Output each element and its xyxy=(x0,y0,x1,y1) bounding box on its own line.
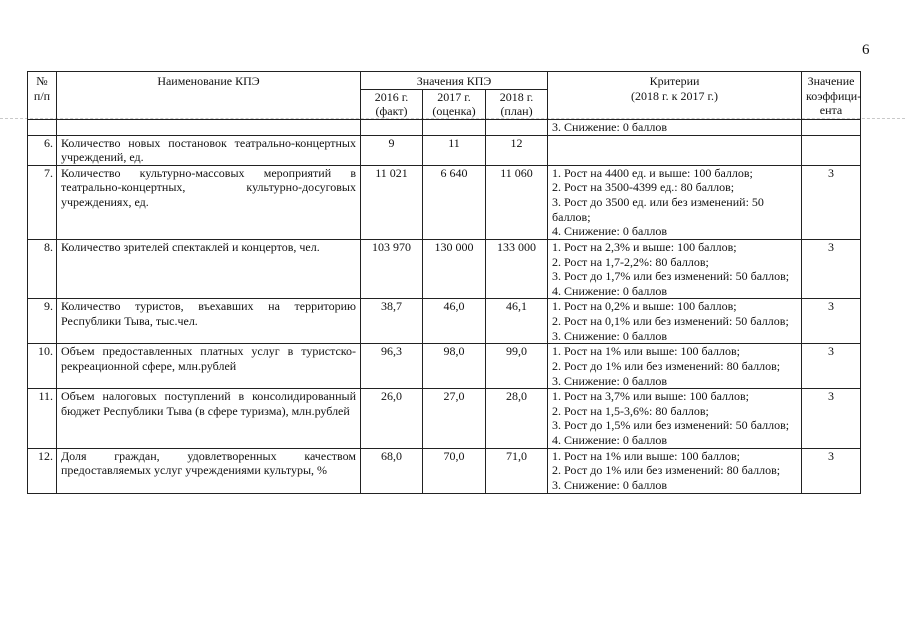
header-coef-line3: ента xyxy=(819,103,843,118)
value-2016: 9 xyxy=(361,135,423,165)
header-year-2018 xyxy=(486,89,548,119)
kpi-table xyxy=(27,71,861,494)
row-number: 6. xyxy=(28,135,57,165)
header-year-2017-note: (оценка) xyxy=(432,104,476,119)
kpi-name: Объем налоговых поступлений в консолидированный бюджет Республики Тыва (в сфере туризма), млн.рублей xyxy=(57,389,361,449)
criteria-cell xyxy=(548,239,802,299)
row-number: 10. xyxy=(28,344,57,389)
criteria-line: 2. Рост на 1,5-3,6%: 80 баллов; xyxy=(552,403,709,418)
criteria-line: 3. Рост до 1,7% или без изменений: 50 баллов; xyxy=(552,269,790,284)
criteria-line: 4. Снижение: 0 баллов xyxy=(552,433,668,447)
criteria-line: 4. Снижение: 0 баллов xyxy=(552,224,668,239)
value-2018: 12 xyxy=(486,135,548,165)
value-2016: 11 021 xyxy=(361,165,423,239)
value-2018: 133 000 xyxy=(486,239,548,299)
value-2017: 27,0 xyxy=(423,389,486,449)
coefficient-value xyxy=(802,135,861,165)
carry-over-criteria: 3. Снижение: 0 баллов xyxy=(548,119,802,135)
coefficient-value: 3 xyxy=(802,389,861,449)
criteria-line: 2. Рост на 1,7-2,2%: 80 баллов; xyxy=(552,254,709,269)
header-values-group: Значения КПЭ xyxy=(361,72,548,90)
header-year-2017 xyxy=(423,89,486,119)
table-row xyxy=(28,448,861,493)
criteria-line: 4. Снижение: 0 баллов xyxy=(552,283,668,298)
coefficient-value: 3 xyxy=(802,448,861,493)
table-row xyxy=(28,135,861,165)
criteria-line: 3. Рост до 1,5% или без изменений: 50 баллов; xyxy=(552,418,790,433)
kpi-name: Объем предоставленных платных услуг в туристско-рекреационной сфере, млн.рублей xyxy=(57,344,361,389)
row-number: 8. xyxy=(28,239,57,299)
header-year-2016-note: (факт) xyxy=(375,104,408,119)
criteria-line: 2. Рост до 1% или без изменений: 80 баллов; xyxy=(552,463,781,478)
row-number: 7. xyxy=(28,165,57,239)
row-number: 11. xyxy=(28,389,57,449)
carry-over-row xyxy=(28,119,861,135)
header-criteria-line1: Критерии xyxy=(649,74,700,88)
header-year-2016-label: 2016 г. xyxy=(374,89,409,104)
table-header xyxy=(28,72,861,120)
header-num xyxy=(28,72,57,120)
criteria-cell xyxy=(548,165,802,239)
value-2017: 6 640 xyxy=(423,165,486,239)
criteria-line: 1. Рост на 1% или выше: 100 баллов; xyxy=(552,448,740,463)
kpi-name: Количество туристов, въехавших на территорию Республики Тыва, тыс.чел. xyxy=(57,299,361,344)
criteria-line: 2. Рост на 0,1% или без изменений: 50 баллов; xyxy=(552,314,789,328)
table-row xyxy=(28,389,861,449)
coefficient-value: 3 xyxy=(802,344,861,389)
header-num-line2: п/п xyxy=(33,88,51,103)
page-number: 6 xyxy=(862,42,870,58)
criteria-cell xyxy=(548,389,802,449)
table-body xyxy=(28,119,861,493)
value-2017: 11 xyxy=(423,135,486,165)
criteria-line: 3. Снижение: 0 баллов xyxy=(552,477,668,492)
value-2016: 26,0 xyxy=(361,389,423,449)
coefficient-value: 3 xyxy=(802,239,861,299)
criteria-line: 1. Рост на 3,7% или выше: 100 баллов; xyxy=(552,389,749,404)
value-2017: 130 000 xyxy=(423,239,486,299)
coefficient-value: 3 xyxy=(802,165,861,239)
kpi-name: Количество зрителей спектаклей и концертов, чел. xyxy=(57,239,361,299)
criteria-line: 1. Рост на 1% или выше: 100 баллов; xyxy=(552,344,740,359)
kpi-name: Количество новых постановок театрально-концертных учреждений, ед. xyxy=(57,135,361,165)
criteria-line: 3. Снижение: 0 баллов xyxy=(552,328,668,343)
header-num-line1: № xyxy=(36,74,48,88)
criteria-line: 1. Рост на 4400 ед. и выше: 100 баллов; xyxy=(552,165,753,180)
table-row xyxy=(28,344,861,389)
value-2017: 46,0 xyxy=(423,299,486,344)
value-2017: 98,0 xyxy=(423,344,486,389)
header-year-2016 xyxy=(361,89,423,119)
value-2018: 71,0 xyxy=(486,448,548,493)
value-2018: 28,0 xyxy=(486,389,548,449)
value-2016: 103 970 xyxy=(361,239,423,299)
row-number: 12. xyxy=(28,448,57,493)
value-2018: 46,1 xyxy=(486,299,548,344)
header-coef xyxy=(802,72,861,120)
table-row xyxy=(28,299,861,344)
coefficient-value: 3 xyxy=(802,299,861,344)
header-criteria xyxy=(548,72,802,120)
criteria-cell xyxy=(548,448,802,493)
header-year-2018-note: (план) xyxy=(500,104,533,119)
criteria-line: 2. Рост до 1% или без изменений: 80 баллов; xyxy=(552,358,781,373)
value-2018: 11 060 xyxy=(486,165,548,239)
criteria-line: 1. Рост на 0,2% и выше: 100 баллов; xyxy=(552,299,737,314)
header-criteria-line2: (2018 г. к 2017 г.) xyxy=(631,88,719,103)
value-2018: 99,0 xyxy=(486,344,548,389)
header-name: Наименование КПЭ xyxy=(57,72,361,120)
value-2017: 70,0 xyxy=(423,448,486,493)
criteria-line: 3. Снижение: 0 баллов xyxy=(552,373,668,388)
table-row xyxy=(28,239,861,299)
value-2016: 38,7 xyxy=(361,299,423,344)
header-coef-line1: Значение xyxy=(807,74,855,88)
criteria-cell xyxy=(548,299,802,344)
header-coef-line2: коэффици- xyxy=(806,88,862,103)
criteria-cell xyxy=(548,135,802,165)
value-2016: 68,0 xyxy=(361,448,423,493)
header-year-2017-label: 2017 г. xyxy=(437,89,471,104)
value-2016: 96,3 xyxy=(361,344,423,389)
row-number: 9. xyxy=(28,299,57,344)
criteria-cell xyxy=(548,344,802,389)
table-row xyxy=(28,165,861,239)
criteria-line: 1. Рост на 2,3% и выше: 100 баллов; xyxy=(552,239,737,254)
kpi-name: Доля граждан, удовлетворенных качеством предоставляемых услуг учреждениями культуры, % xyxy=(57,448,361,493)
criteria-line: 3. Рост до 3500 ед. или без изменений: 50 баллов; xyxy=(552,195,764,224)
criteria-line: 2. Рост на 3500-4399 ед.: 80 баллов; xyxy=(552,180,735,195)
kpi-name: Количество культурно-массовых мероприятий в театрально-концертных, культурно-досуговых учреждениях, ед. xyxy=(57,165,361,239)
header-year-2018-label: 2018 г. xyxy=(499,89,534,104)
